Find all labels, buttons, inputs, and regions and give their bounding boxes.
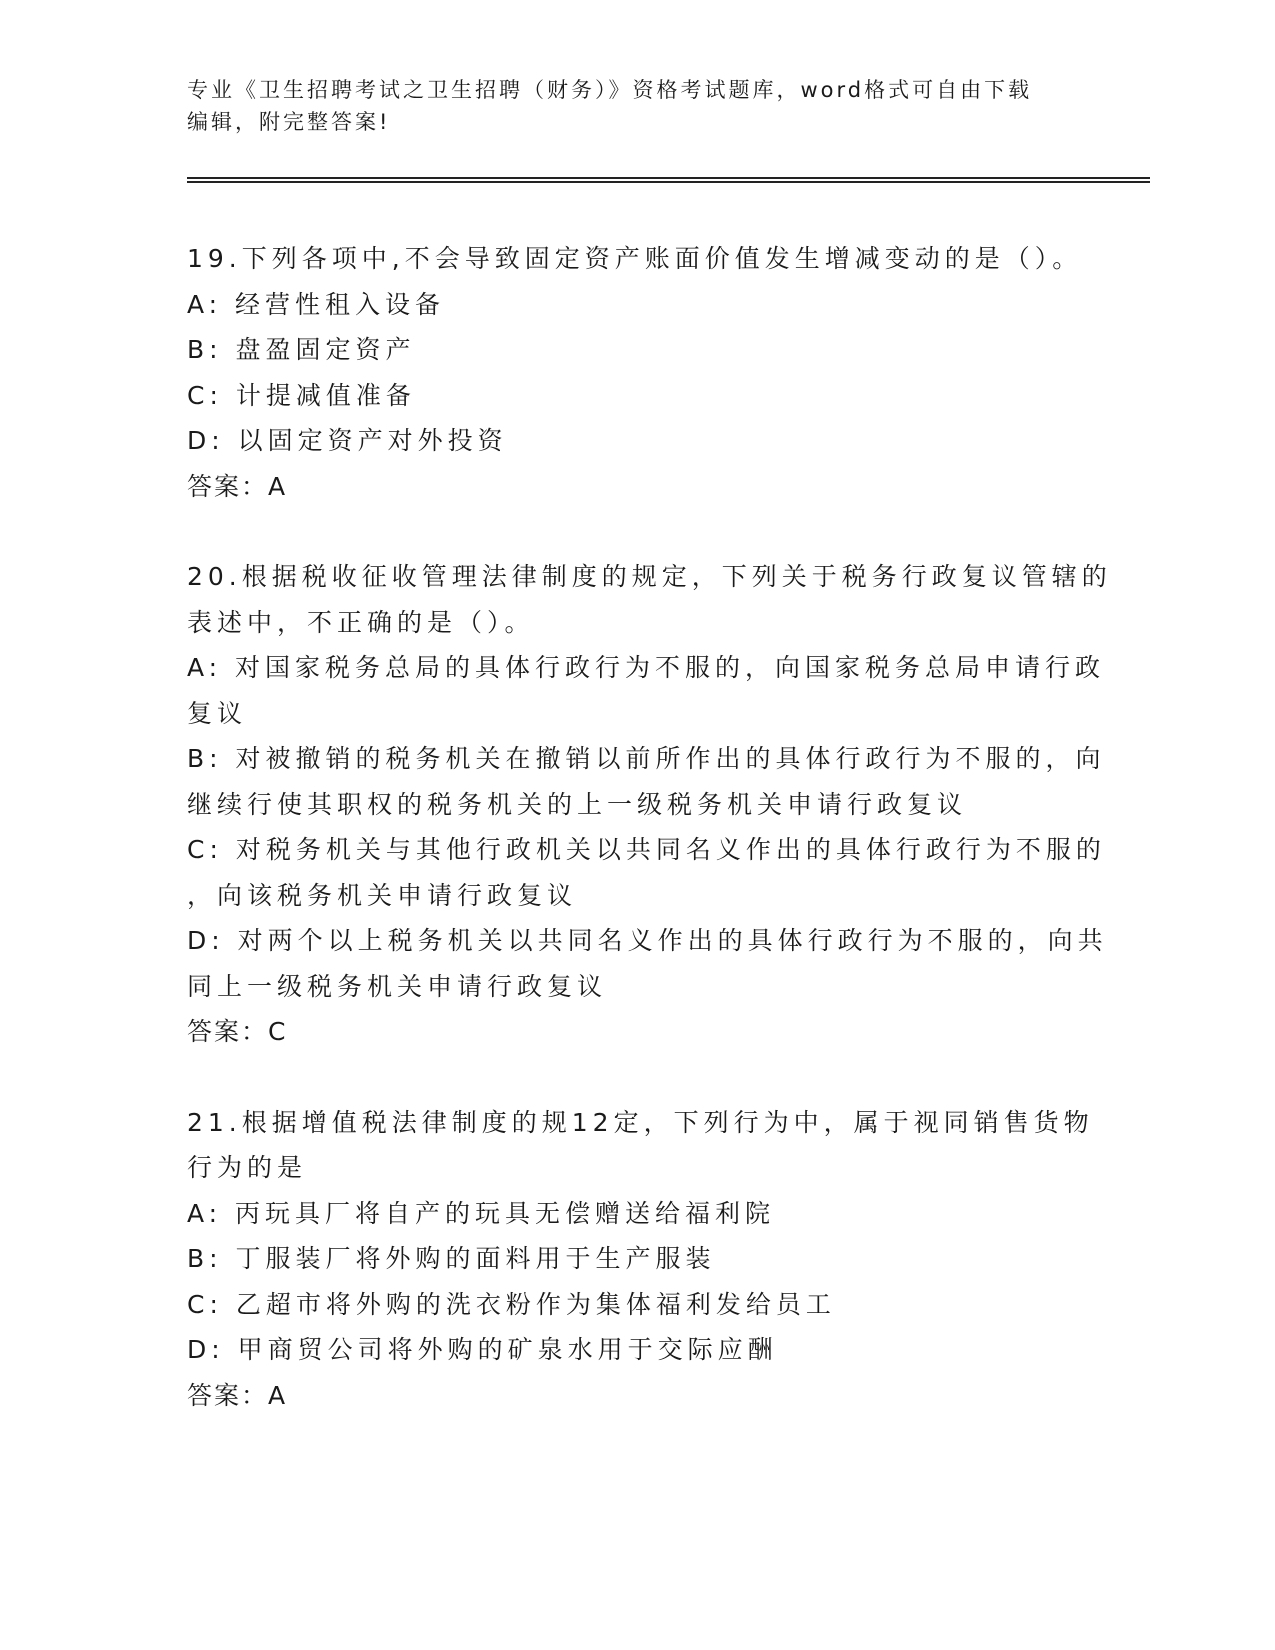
option-line: D: 甲商贸公司将外购的矿泉水用于交际应酬 xyxy=(187,1335,778,1364)
question-stem-line: 19.下列各项中,不会导致固定资产账面价值发生增减变动的是（）。 xyxy=(187,244,1083,273)
option-line: B: 丁服装厂将外购的面料用于生产服装 xyxy=(187,1244,716,1273)
question-stem-line: 20.根据税收征收管理法律制度的规定，下列关于税务行政复议管辖的 xyxy=(187,562,1112,591)
question-stem-line: 行为的是 xyxy=(187,1153,308,1182)
option-line: C: 计提减值准备 xyxy=(187,380,416,410)
option-line: B: 对被撤销的税务机关在撤销以前所作出的具体行政行为不服的，向 xyxy=(187,744,1106,773)
option-line: 同上一级税务机关申请行政复议 xyxy=(187,971,608,1001)
question-list xyxy=(187,236,1112,1463)
question-stem-line: 表述中，不正确的是（）。 xyxy=(187,607,535,637)
option-line: A: 对国家税务总局的具体行政行为不服的，向国家税务总局申请行政 xyxy=(187,653,1106,682)
answer-line: 答案：A xyxy=(187,471,288,501)
option-line: 复议 xyxy=(187,698,248,728)
question-block xyxy=(187,1100,1094,1419)
option-line: 继续行使其职权的税务机关的上一级税务机关申请行政复议 xyxy=(187,789,968,819)
option-line: D: 以固定资产对外投资 xyxy=(187,426,508,455)
header-divider xyxy=(187,177,1150,183)
question-stem-line: 21.根据增值税法律制度的规12定，下列行为中，属于视同销售货物 xyxy=(187,1107,1094,1137)
option-line: A: 丙玩具厂将自产的玩具无偿赠送给福利院 xyxy=(187,1198,776,1228)
option-line: C: 乙超市将外购的洗衣粉作为集体福利发给员工 xyxy=(187,1289,836,1319)
document-header xyxy=(187,74,1087,138)
question-block xyxy=(187,236,1083,509)
answer-line: 答案：C xyxy=(187,1017,288,1046)
option-line: D: 对两个以上税务机关以共同名义作出的具体行政行为不服的，向共 xyxy=(187,926,1108,955)
answer-line: 答案：A xyxy=(187,1380,288,1410)
option-line: A: 经营性租入设备 xyxy=(187,289,446,319)
option-line: C: 对税务机关与其他行政机关以共同名义作出的具体行政行为不服的 xyxy=(187,835,1106,864)
option-line: B: 盘盈固定资产 xyxy=(187,335,416,364)
option-line: ，向该税务机关申请行政复议 xyxy=(187,880,578,910)
question-block xyxy=(187,554,1112,1055)
header-line-1: 专业《卫生招聘考试之卫生招聘（财务）》资格考试题库，word格式可自由下载 xyxy=(187,78,1033,102)
header-line-2: 编辑，附完整答案! xyxy=(187,110,391,134)
